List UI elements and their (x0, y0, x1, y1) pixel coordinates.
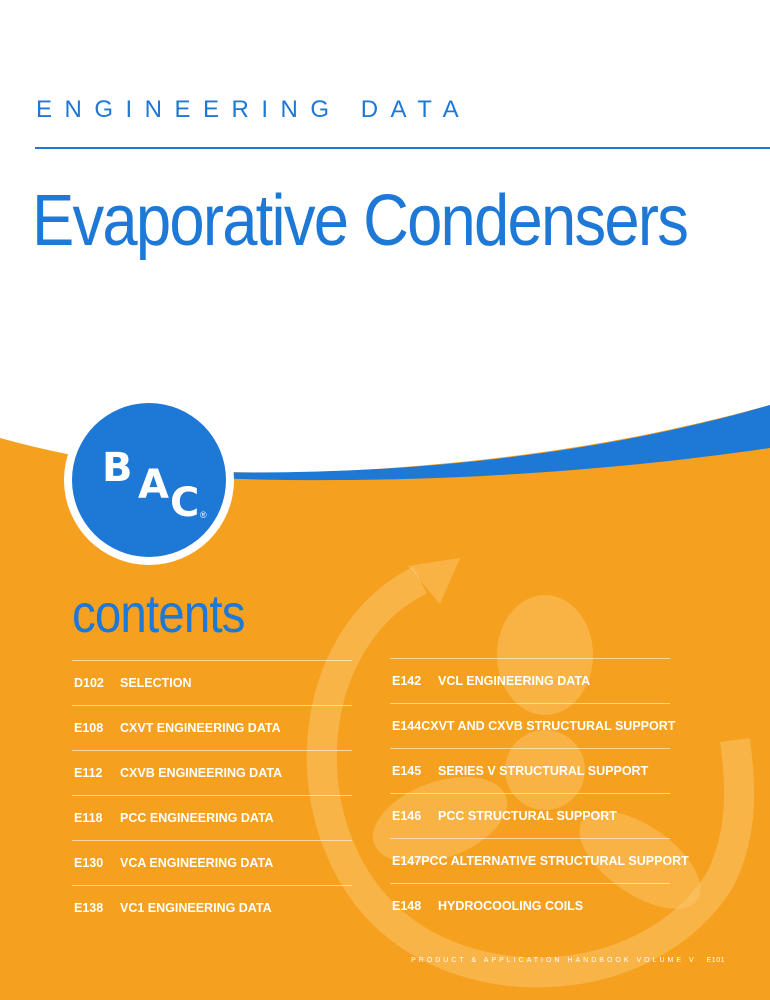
toc-label: VCL ENGINEERING DATA (438, 674, 591, 688)
toc-label: SELECTION (120, 676, 192, 690)
bac-logo (64, 395, 234, 565)
toc-label: CXVT ENGINEERING DATA (120, 721, 281, 735)
toc-item[interactable] (390, 793, 670, 838)
logo-letter-c: C (170, 480, 200, 526)
toc-code: E138 (74, 901, 104, 915)
toc-label: PCC ALTERNATIVE STRUCTURAL SUPPORT (421, 854, 689, 868)
page-title: Evaporative Condensers (32, 181, 688, 261)
page-number: E101 (706, 957, 725, 964)
toc-item[interactable] (72, 885, 352, 930)
toc-code: E118 (74, 811, 103, 825)
toc-item[interactable] (390, 838, 689, 883)
toc-code: E112 (74, 766, 103, 780)
toc-code: E142 (392, 674, 422, 688)
footer-text: PRODUCT & APPLICATION HANDBOOK VOLUME V (411, 957, 697, 964)
toc-item[interactable] (390, 748, 670, 793)
toc-code: E144 (392, 719, 422, 733)
toc-item[interactable] (72, 795, 352, 840)
toc-item[interactable] (390, 658, 670, 703)
toc-label: CXVB ENGINEERING DATA (120, 766, 283, 780)
toc-code: E108 (74, 721, 104, 735)
toc-label: PCC STRUCTURAL SUPPORT (438, 809, 617, 823)
toc-code: E146 (392, 809, 422, 823)
registered-mark: ® (200, 510, 207, 520)
contents-heading: contents (72, 584, 245, 644)
toc-code: E148 (392, 899, 422, 913)
toc-item[interactable] (72, 705, 352, 750)
toc-code: D102 (74, 676, 104, 690)
toc-label: PCC ENGINEERING DATA (120, 811, 274, 825)
toc-item[interactable] (390, 883, 670, 928)
toc-label: CXVT AND CXVB STRUCTURAL SUPPORT (421, 719, 676, 733)
logo-letter-b: B (102, 445, 133, 491)
toc-label: SERIES V STRUCTURAL SUPPORT (438, 764, 649, 778)
toc-item[interactable] (72, 840, 352, 885)
logo-letter-a: A (138, 462, 169, 508)
toc-label: VCA ENGINEERING DATA (120, 856, 274, 870)
toc-code: E147 (392, 854, 422, 868)
page-footer (411, 957, 725, 964)
toc-label: VC1 ENGINEERING DATA (120, 901, 272, 915)
toc-item[interactable] (390, 703, 676, 748)
toc-item[interactable] (72, 750, 352, 795)
toc-item[interactable] (72, 660, 352, 705)
toc-code: E130 (74, 856, 104, 870)
toc-label: HYDROCOOLING COILS (438, 899, 584, 913)
toc-code: E145 (392, 764, 422, 778)
toc-left-column (72, 660, 352, 930)
section-kicker: ENGINEERING DATA (36, 96, 472, 123)
toc-right-column (390, 658, 689, 928)
